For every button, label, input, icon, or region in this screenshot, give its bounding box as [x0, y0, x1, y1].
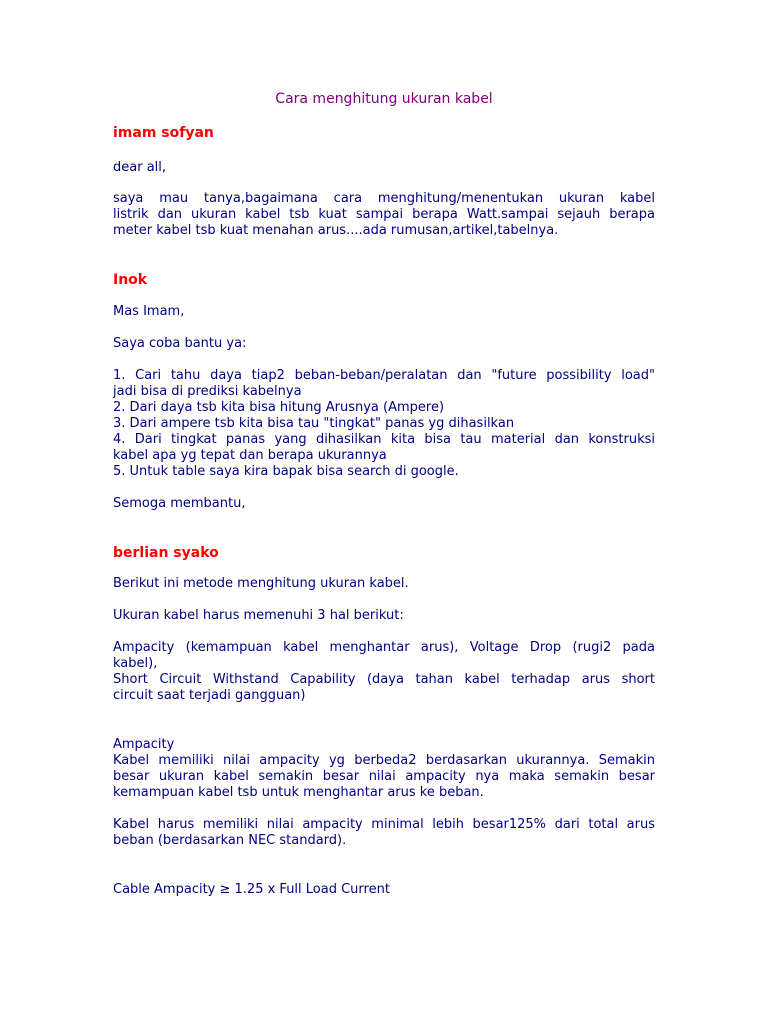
post-author-inok: Inok — [113, 272, 148, 288]
text-line: kemampuan kabel tsb untuk menghantar arus ke beban. — [113, 785, 484, 800]
list-item: kabel apa yg tepat dan berapa ukurannya — [113, 448, 387, 463]
post-body — [113, 191, 655, 239]
text-line: Short Circuit Withstand Capability (daya tahan kabel terhadap arus short — [113, 672, 655, 687]
list-item: 4. Dari tingkat panas yang dihasilkan kita bisa tau material dan konstruksi — [113, 432, 655, 447]
nec-text — [113, 817, 655, 849]
text-line: beban (berdasarkan NEC standard). — [113, 833, 347, 848]
criteria-text — [113, 640, 655, 704]
post-intro: Berikut ini metode menghitung ukuran kabel. — [113, 576, 409, 591]
text-line: listrik dan ukuran kabel tsb kuat sampai berapa Watt.sampai sejauh berapa — [113, 207, 655, 222]
requirement-text: Ukuran kabel harus memenuhi 3 hal berikut: — [113, 608, 404, 623]
ampacity-section — [113, 737, 655, 801]
text-line: Ampacity (kemampuan kabel menghantar arus), Voltage Drop (rugi2 pada — [113, 640, 655, 655]
post-closing: Semoga membantu, — [113, 496, 246, 511]
list-item: jadi bisa di prediksi kabelnya — [113, 384, 302, 399]
section-heading: Ampacity — [113, 737, 175, 752]
text-line: kabel), — [113, 656, 158, 671]
list-item: 3. Dari ampere tsb kita bisa tau "tingkat" panas yg dihasilkan — [113, 416, 515, 431]
ampacity-formula: Cable Ampacity ≥ 1.25 x Full Load Current — [113, 882, 390, 897]
text-line: saya mau tanya,bagaimana cara menghitung/menentukan ukuran kabel — [113, 191, 655, 206]
post-intro: Saya coba bantu ya: — [113, 336, 247, 351]
post-greeting: dear all, — [113, 160, 167, 175]
document-page — [113, 0, 655, 1024]
document-title: Cara menghitung ukuran kabel — [275, 91, 493, 107]
text-line: circuit saat terjadi gangguan) — [113, 688, 306, 703]
text-line: Kabel harus memiliki nilai ampacity minimal lebih besar125% dari total arus — [113, 817, 655, 832]
post-author-berlian-syako: berlian syako — [113, 545, 219, 561]
list-item: 2. Dari daya tsb kita bisa hitung Arusnya (Ampere) — [113, 400, 445, 415]
text-line: Kabel memiliki nilai ampacity yg berbeda2 berdasarkan ukurannya. Semakin — [113, 753, 655, 768]
text-line: besar ukuran kabel semakin besar nilai ampacity nya maka semakin besar — [113, 769, 655, 784]
list-item: 1. Cari tahu daya tiap2 beban-beban/peralatan dan "future possibility load" — [113, 368, 655, 383]
list-item: 5. Untuk table saya kira bapak bisa search di google. — [113, 464, 459, 479]
post-author-imam-sofyan: imam sofyan — [113, 125, 214, 141]
text-line: meter kabel tsb kuat menahan arus....ada rumusan,artikel,tabelnya. — [113, 223, 559, 238]
answer-list — [113, 368, 655, 480]
post-greeting: Mas Imam, — [113, 304, 185, 319]
